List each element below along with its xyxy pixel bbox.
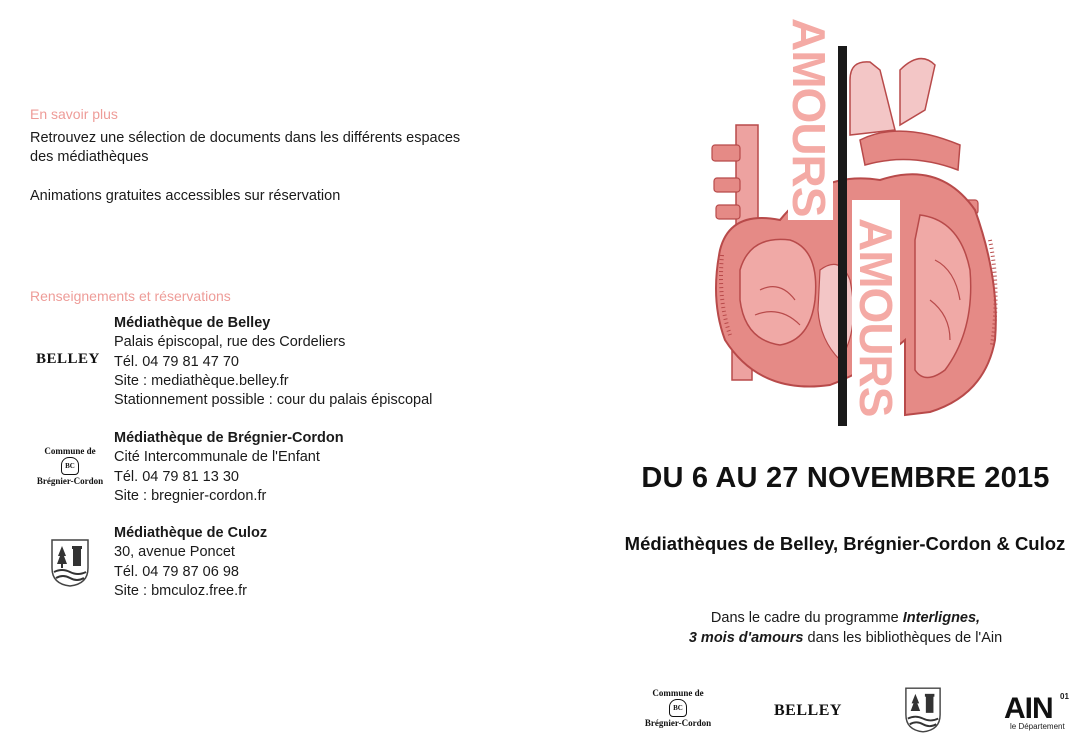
programme-line-1 <box>600 608 1091 628</box>
ain-subtitle: le Département <box>1010 722 1065 731</box>
belley-logo: BELLEY <box>36 351 100 367</box>
event-places: Médiathèques de Belley, Brégnier-Cordon & Culoz <box>624 533 1066 554</box>
more-line-1: Retrouvez une sélection de documents dans les différents espaces <box>30 130 461 146</box>
footer-culoz-shield-icon <box>904 686 942 739</box>
more-text <box>30 129 460 168</box>
contact-name: Médiathèque de Culoz <box>114 525 268 541</box>
bc-monogram-icon: BC <box>61 457 79 475</box>
amours-vertical-1: AMOURS <box>783 18 835 217</box>
footer-bc-monogram-icon: BC <box>669 699 687 717</box>
programme-line-2 <box>600 628 1091 648</box>
contact-phone: Tél. 04 79 81 13 30 <box>114 468 239 485</box>
contact-bregnier-cordon <box>114 429 344 506</box>
footer-ain-logo <box>1004 692 1088 731</box>
programme-line-1-text: Dans le cadre du programme <box>710 610 903 626</box>
animations-text: Animations gratuites accessibles sur réservation <box>30 188 341 204</box>
more-line-2: des médiathèques <box>30 149 149 166</box>
contact-name: Médiathèque de Brégnier-Cordon <box>114 430 344 446</box>
event-dates: DU 6 AU 27 NOVEMBRE 2015 <box>641 462 1050 494</box>
programme-subtitle: 3 mois d'amours <box>688 630 804 646</box>
footer-logo-top-text: Commune de <box>652 688 704 698</box>
contact-culoz <box>114 524 267 601</box>
contact-address: 30, avenue Poncet <box>114 544 235 561</box>
contact-website: Site : mediathèque.belley.fr <box>114 372 289 389</box>
programme-line-2-text: dans les bibliothèques de l'Ain <box>803 630 1003 646</box>
contact-parking: Stationnement possible : cour du palais épiscopal <box>114 392 433 409</box>
info-title: Renseignements et réservations <box>30 288 231 304</box>
logo-bottom-text: Brégnier-Cordon <box>36 476 104 486</box>
footer-belley-logo: BELLEY <box>774 702 842 719</box>
contact-phone: Tél. 04 79 81 47 70 <box>114 353 239 370</box>
more-title: En savoir plus <box>30 106 118 122</box>
logo-top-text: Commune de <box>44 446 96 456</box>
ain-logo-text: AIN <box>1004 692 1053 725</box>
amours-vertical-2: AMOURS <box>850 218 902 417</box>
contact-belley <box>114 314 432 410</box>
bregnier-cordon-logo <box>30 446 110 486</box>
ain-number: 01 <box>1060 692 1069 701</box>
culoz-shield-icon <box>50 538 90 593</box>
contact-address: Cité Intercommunale de l'Enfant <box>114 449 320 466</box>
programme-text <box>600 608 1091 648</box>
contact-website: Site : bregnier-cordon.fr <box>114 487 267 504</box>
footer-logo-bottom-text: Brégnier-Cordon <box>644 718 712 728</box>
contact-phone: Tél. 04 79 87 06 98 <box>114 563 239 580</box>
programme-name: Interlignes, <box>902 610 981 626</box>
contact-address: Palais épiscopal, rue des Cordeliers <box>114 334 346 351</box>
footer-bregnier-cordon-logo <box>636 688 720 728</box>
contact-website: Site : bmculoz.free.fr <box>114 582 247 599</box>
contact-name: Médiathèque de Belley <box>114 315 271 331</box>
